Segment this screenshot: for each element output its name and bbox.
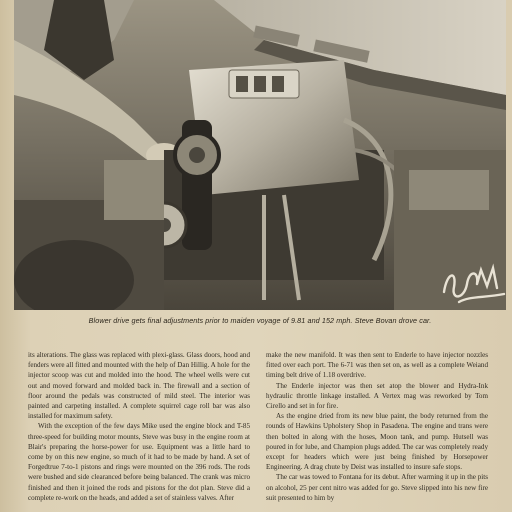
article-paragraph: The car was towed to Fontana for its debut. After warming it up in the pits on alcohol, 25 per cent nitro was added for go. Steve slipped into his new fire suit presented to him by — [266, 473, 488, 502]
engine-photo-illustration — [14, 0, 506, 310]
article-paragraph: The Enderle injector was then set atop the blower and Hydra-Ink hydraulic throttle linkage installed. A Vertex mag was reworked by Tom Cirello and set in for fire. — [266, 381, 488, 411]
article-paragraph: make the new manifold. It was then sent to Enderle to have injector nozzles fitted over each port. The 6-71 was then set on, as well as a complete Weiand timing belt drive of 1.18 overdrive. — [266, 351, 488, 380]
engine-photo — [14, 0, 506, 310]
article-paragraph: As the engine dried from its new blue paint, the body returned from the rounds of Hawkins Upholstery Shop in Pasadena. The engine and trans were then bolted in along with the hoses, Moon tank, and pump. Hutsell was poured in for lube, and Champion plugs added. The car was completely ready except for headers which were just being finished by Horsepower Engineering. A drag chute by Deist was installed to insure safe stops. — [266, 412, 488, 472]
article-paragraph: its alterations. The glass was replaced with plexi-glass. Glass doors, hood and fenders were all fitted and mounted with the help of Dan Hillig. A hole for the injector scoop was cut and molded into the hood. The wheel wells were cut out and moved forward and molded back in. The firewall and a section of floor around the pedals was constructed of mild steel. The interior was painted and carpeting installed. A complete squirrel cage roll bar was also installed for maximum safety. — [28, 351, 250, 421]
article-column-left — [28, 350, 250, 503]
photographer-signature — [439, 262, 506, 307]
article-paragraph: With the exception of the few days Mike used the engine block and T-85 three-speed for building motor mounts, Steve was busy in the engine room at Blair's preparing the horse-power for use. Equipment was a little hard to come by on this new engine, so much of it had to be made by hand. A set of Forgedtrue 7-to-1 pistons and rings were mounted on the 396 rods. The rods were bushed and side clearanced before being balanced. The crank was micro finished and then it joined the rods and pistons for the dot plan. Steve did a complete re-work on the heads, and added a set of stainless valves. After — [28, 422, 250, 502]
article-column-right — [266, 350, 488, 503]
photo-caption: Blower drive gets final adjustments prior to maiden voyage of 9.81 and 152 mph. Steve Bovan drove car. — [88, 316, 432, 325]
